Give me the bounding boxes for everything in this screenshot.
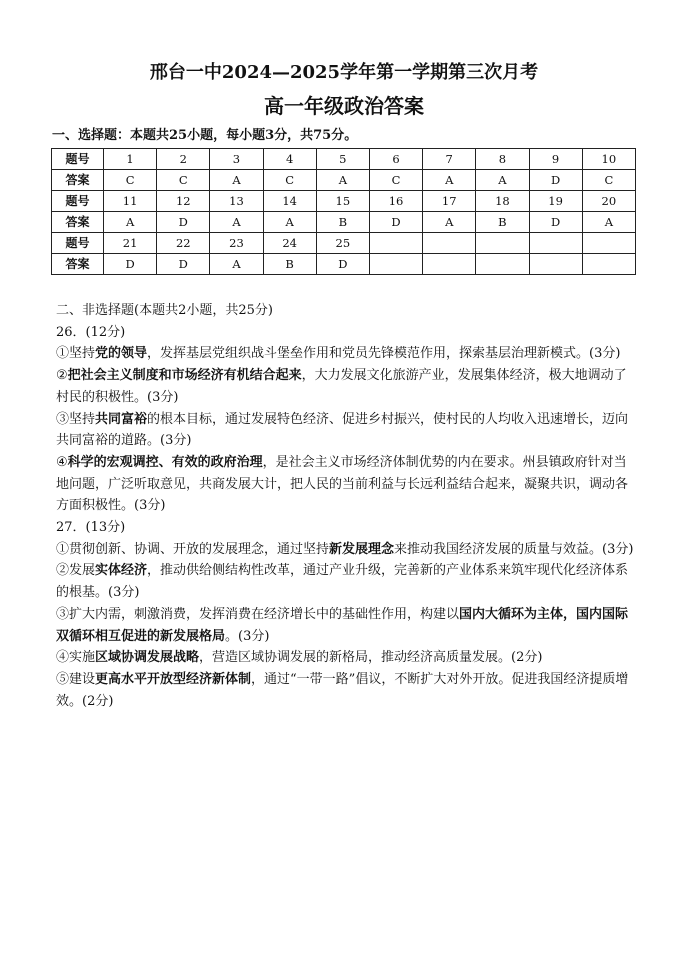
answer-cell: A: [263, 212, 316, 233]
answer-point-keyword: 把社会主义制度和市场经济有机结合起来: [67, 368, 302, 384]
answer-cell: A: [210, 254, 263, 275]
section2: [56, 300, 636, 712]
answer-label: 答案: [52, 170, 104, 191]
answer-row: [52, 212, 636, 233]
question-number-cell: [529, 233, 582, 254]
question-number-label: 题号: [52, 233, 104, 254]
section2-heading: 二、非选择题(本题共2小题，共25分): [56, 303, 273, 318]
answer-table: [51, 148, 636, 275]
answer-cell: B: [476, 212, 529, 233]
answer-cell: C: [263, 170, 316, 191]
answer-row: [52, 170, 636, 191]
answer-cell: D: [157, 212, 210, 233]
question-number-cell: 23: [210, 233, 263, 254]
question-number-cell: 1: [104, 149, 157, 170]
question-number-cell: 8: [476, 149, 529, 170]
question-number-cell: 21: [104, 233, 157, 254]
answer-cell: A: [316, 170, 369, 191]
answer-point-prefix: ③扩大内需，刺激消费，发挥消费在经济增长中的基础性作用，构建以: [56, 606, 460, 622]
q26-answers: [56, 343, 636, 517]
answer-cell: D: [529, 170, 582, 191]
document-title: 邢台一中2024—2025学年第一学期第三次月考: [149, 62, 539, 83]
answer-cell: [476, 254, 529, 275]
answer-cell: D: [157, 254, 210, 275]
question-number-cell: 12: [157, 191, 210, 212]
q26-label: 26．(12分): [56, 324, 126, 340]
question-number-cell: 10: [582, 149, 635, 170]
answer-cell: A: [210, 170, 263, 191]
answer-point: [56, 539, 636, 561]
answer-point: [56, 560, 636, 603]
question-number-cell: [423, 233, 476, 254]
answer-row: [52, 254, 636, 275]
answer-point-text: ，营造区域协调发展的新格局，推动经济高质量发展。(2分): [199, 650, 543, 666]
answer-point-prefix: ②: [56, 368, 68, 384]
answer-point-prefix: ④: [56, 454, 68, 470]
question-number-cell: 9: [529, 149, 582, 170]
answer-point-prefix: ①贯彻创新、协调、开放的发展理念，通过坚持: [56, 541, 330, 557]
answer-point-prefix: ①坚持: [56, 346, 96, 362]
answer-point-text: ，推动供给侧结构性改革，通过产业升级，完善新的产业体系来筑牢现代化经济体系的根基。(3分): [56, 563, 629, 601]
question-number-cell: 2: [157, 149, 210, 170]
answer-point-text: 。(3分): [225, 628, 270, 644]
answer-cell: D: [316, 254, 369, 275]
answer-cell: A: [582, 212, 635, 233]
answer-point: [56, 647, 636, 669]
question-number-cell: 19: [529, 191, 582, 212]
question-number-cell: 6: [369, 149, 422, 170]
answer-point: [56, 365, 636, 408]
question-number-cell: 5: [316, 149, 369, 170]
answer-cell: A: [104, 212, 157, 233]
question-number-cell: [369, 233, 422, 254]
answer-cell: C: [582, 170, 635, 191]
question-number-cell: 20: [582, 191, 635, 212]
answer-cell: C: [369, 170, 422, 191]
answer-point-prefix: ②发展: [56, 563, 96, 579]
answer-point-keyword: 实体经济: [95, 563, 148, 579]
answer-point-text: ，大力发展文化旅游产业，发展集体经济，极大地调动了村民的积极性。(3分): [56, 368, 627, 405]
answer-point-text: 的根本目标，通过发展特色经济、促进乡村振兴，使村民的人均收入迅速增长，迈向共同富裕的道路。(3分): [56, 411, 629, 449]
question-number-cell: 24: [263, 233, 316, 254]
answer-point-keyword: 区域协调发展战略: [95, 650, 200, 666]
answer-cell: [423, 254, 476, 275]
question-number-cell: 13: [210, 191, 263, 212]
answer-cell: C: [104, 170, 157, 191]
question-number-cell: [582, 233, 635, 254]
question-number-cell: 11: [104, 191, 157, 212]
document-subtitle: 高一年级政治答案: [264, 94, 424, 118]
answer-point-text: ，是社会主义市场经济体制优势的内在要求。州县镇政府针对当地问题，广泛听取意见，共商发展大计，把人民的当前利益与长远利益结合起来，凝聚共识，调动各方面积极性。(3分): [56, 454, 629, 514]
answer-cell: [529, 254, 582, 275]
question-number-cell: 18: [476, 191, 529, 212]
answer-cell: C: [157, 170, 210, 191]
answer-point-keyword: 科学的宏观调控、有效的政府治理: [67, 454, 263, 470]
answer-point: [56, 604, 636, 647]
answer-point-text: ，通过“一带一路”倡议，不断扩大对外开放。促进我国经济提质增效。(2分): [56, 671, 629, 709]
q27-answers: [56, 539, 636, 713]
answer-point-text: 来推动我国经济发展的质量与效益。(3分): [394, 541, 634, 557]
answer-point-keyword: 共同富裕: [95, 411, 148, 427]
answer-point: [56, 669, 636, 712]
question-number-row: [52, 149, 636, 170]
answer-point-keyword: 党的领导: [95, 346, 148, 362]
answer-point-text: ，发挥基层党组织战斗堡垒作用和党员先锋模范作用，探索基层治理新模式。(3分): [147, 346, 621, 362]
answer-point-keyword: 新发展理念: [329, 541, 395, 557]
question-number-label: 题号: [52, 191, 104, 212]
answer-point: [56, 409, 636, 452]
question-number-cell: [476, 233, 529, 254]
question-number-row: [52, 233, 636, 254]
answer-cell: D: [369, 212, 422, 233]
answer-label: 答案: [52, 254, 104, 275]
section1-heading: 一、选择题：本题共25小题，每小题3分，共75分。: [52, 128, 358, 143]
answer-cell: B: [263, 254, 316, 275]
answer-point-prefix: ④实施: [56, 650, 96, 666]
question-number-cell: 22: [157, 233, 210, 254]
answer-point: [56, 452, 636, 517]
answer-cell: A: [423, 170, 476, 191]
question-number-cell: 7: [423, 149, 476, 170]
answer-cell: D: [104, 254, 157, 275]
answer-point-prefix: ⑤建设: [56, 671, 96, 687]
answer-point-prefix: ③坚持: [56, 411, 96, 427]
question-number-cell: 4: [263, 149, 316, 170]
question-number-cell: 3: [210, 149, 263, 170]
answer-cell: [582, 254, 635, 275]
question-number-cell: 25: [316, 233, 369, 254]
question-number-cell: 17: [423, 191, 476, 212]
answer-cell: A: [423, 212, 476, 233]
answer-cell: A: [476, 170, 529, 191]
question-number-cell: 14: [263, 191, 316, 212]
answer-point-keyword: 更高水平开放型经济新体制: [95, 671, 252, 687]
answer-cell: A: [210, 212, 263, 233]
answer-point-keyword: 国内大循环为主体，国内国际双循环相互促进的新发展格局: [56, 606, 629, 644]
answer-cell: [369, 254, 422, 275]
answer-cell: D: [529, 212, 582, 233]
question-number-cell: 16: [369, 191, 422, 212]
question-number-cell: 15: [316, 191, 369, 212]
answer-label: 答案: [52, 212, 104, 233]
q27-label: 27．(13分): [56, 520, 126, 536]
question-number-row: [52, 191, 636, 212]
answer-cell: B: [316, 212, 369, 233]
answer-point: [56, 343, 636, 365]
question-number-label: 题号: [52, 149, 104, 170]
